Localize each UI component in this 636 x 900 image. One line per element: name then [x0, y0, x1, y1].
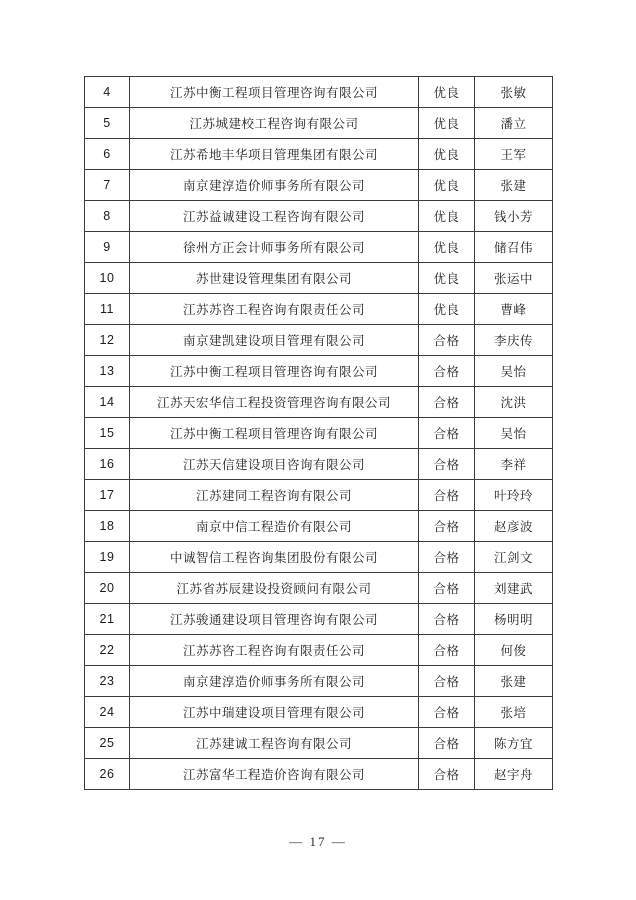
page-number: — 17 —	[289, 834, 347, 849]
person-name-cell: 江剑文	[475, 542, 553, 573]
table-row	[85, 449, 553, 480]
person-name-cell: 李祥	[475, 449, 553, 480]
rating-cell: 合格	[419, 697, 475, 728]
rating-cell: 合格	[419, 325, 475, 356]
person-name-cell: 刘建武	[475, 573, 553, 604]
rating-cell: 优良	[419, 77, 475, 108]
person-name-cell: 何俊	[475, 635, 553, 666]
rating-cell: 优良	[419, 232, 475, 263]
row-number-cell: 8	[85, 201, 130, 232]
table-row	[85, 635, 553, 666]
company-name-cell: 江苏希地丰华项目管理集团有限公司	[130, 139, 419, 170]
company-name-cell: 徐州方正会计师事务所有限公司	[130, 232, 419, 263]
rating-cell: 合格	[419, 356, 475, 387]
person-name-cell: 叶玲玲	[475, 480, 553, 511]
person-name-cell: 张建	[475, 170, 553, 201]
table-row	[85, 480, 553, 511]
rating-cell: 合格	[419, 449, 475, 480]
person-name-cell: 吴怡	[475, 418, 553, 449]
table-row	[85, 325, 553, 356]
table-row	[85, 387, 553, 418]
person-name-cell: 赵宇舟	[475, 759, 553, 790]
row-number-cell: 13	[85, 356, 130, 387]
table-row	[85, 139, 553, 170]
row-number-cell: 20	[85, 573, 130, 604]
company-name-cell: 江苏中衡工程项目管理咨询有限公司	[130, 77, 419, 108]
person-name-cell: 张运中	[475, 263, 553, 294]
table-row	[85, 77, 553, 108]
rating-cell: 合格	[419, 542, 475, 573]
row-number-cell: 21	[85, 604, 130, 635]
company-name-cell: 江苏中衡工程项目管理咨询有限公司	[130, 418, 419, 449]
row-number-cell: 4	[85, 77, 130, 108]
rating-cell: 合格	[419, 728, 475, 759]
rating-cell: 优良	[419, 170, 475, 201]
table-row	[85, 759, 553, 790]
company-name-cell: 江苏骏通建设项目管理咨询有限公司	[130, 604, 419, 635]
company-name-cell: 江苏苏咨工程咨询有限责任公司	[130, 635, 419, 666]
evaluation-table	[84, 76, 553, 790]
company-name-cell: 江苏富华工程造价咨询有限公司	[130, 759, 419, 790]
table-row	[85, 108, 553, 139]
row-number-cell: 19	[85, 542, 130, 573]
row-number-cell: 5	[85, 108, 130, 139]
person-name-cell: 吴怡	[475, 356, 553, 387]
person-name-cell: 潘立	[475, 108, 553, 139]
row-number-cell: 22	[85, 635, 130, 666]
evaluation-table-body	[85, 77, 553, 790]
company-name-cell: 江苏天宏华信工程投资管理咨询有限公司	[130, 387, 419, 418]
person-name-cell: 李庆传	[475, 325, 553, 356]
company-name-cell: 江苏益诚建设工程咨询有限公司	[130, 201, 419, 232]
company-name-cell: 江苏建诚工程咨询有限公司	[130, 728, 419, 759]
person-name-cell: 张建	[475, 666, 553, 697]
rating-cell: 优良	[419, 139, 475, 170]
company-name-cell: 江苏城建校工程咨询有限公司	[130, 108, 419, 139]
person-name-cell: 杨明明	[475, 604, 553, 635]
row-number-cell: 18	[85, 511, 130, 542]
row-number-cell: 11	[85, 294, 130, 325]
person-name-cell: 赵彦波	[475, 511, 553, 542]
person-name-cell: 沈洪	[475, 387, 553, 418]
row-number-cell: 26	[85, 759, 130, 790]
rating-cell: 合格	[419, 480, 475, 511]
company-name-cell: 苏世建设管理集团有限公司	[130, 263, 419, 294]
row-number-cell: 10	[85, 263, 130, 294]
person-name-cell: 钱小芳	[475, 201, 553, 232]
company-name-cell: 南京建淳造价师事务所有限公司	[130, 666, 419, 697]
company-name-cell: 江苏中瑞建设项目管理有限公司	[130, 697, 419, 728]
table-row	[85, 728, 553, 759]
person-name-cell: 张敏	[475, 77, 553, 108]
row-number-cell: 12	[85, 325, 130, 356]
rating-cell: 合格	[419, 511, 475, 542]
rating-cell: 合格	[419, 759, 475, 790]
row-number-cell: 15	[85, 418, 130, 449]
company-name-cell: 江苏天信建设项目咨询有限公司	[130, 449, 419, 480]
table-row	[85, 604, 553, 635]
table-row	[85, 573, 553, 604]
table-row	[85, 666, 553, 697]
rating-cell: 优良	[419, 294, 475, 325]
person-name-cell: 储召伟	[475, 232, 553, 263]
person-name-cell: 王军	[475, 139, 553, 170]
table-row	[85, 294, 553, 325]
row-number-cell: 25	[85, 728, 130, 759]
row-number-cell: 24	[85, 697, 130, 728]
rating-cell: 优良	[419, 263, 475, 294]
rating-cell: 优良	[419, 108, 475, 139]
row-number-cell: 17	[85, 480, 130, 511]
table-row	[85, 356, 553, 387]
person-name-cell: 曹峰	[475, 294, 553, 325]
rating-cell: 优良	[419, 201, 475, 232]
company-name-cell: 南京中信工程造价有限公司	[130, 511, 419, 542]
person-name-cell: 陈方宜	[475, 728, 553, 759]
table-row	[85, 170, 553, 201]
company-name-cell: 中诚智信工程咨询集团股份有限公司	[130, 542, 419, 573]
company-name-cell: 江苏苏咨工程咨询有限责任公司	[130, 294, 419, 325]
rating-cell: 合格	[419, 666, 475, 697]
table-row	[85, 697, 553, 728]
table-row	[85, 201, 553, 232]
company-name-cell: 南京建凯建设项目管理有限公司	[130, 325, 419, 356]
person-name-cell: 张培	[475, 697, 553, 728]
table-row	[85, 511, 553, 542]
company-name-cell: 南京建淳造价师事务所有限公司	[130, 170, 419, 201]
table-row	[85, 263, 553, 294]
company-name-cell: 江苏建同工程咨询有限公司	[130, 480, 419, 511]
rating-cell: 合格	[419, 387, 475, 418]
rating-cell: 合格	[419, 635, 475, 666]
table-row	[85, 232, 553, 263]
table-row	[85, 418, 553, 449]
rating-cell: 合格	[419, 573, 475, 604]
company-name-cell: 江苏省苏辰建设投资顾问有限公司	[130, 573, 419, 604]
row-number-cell: 23	[85, 666, 130, 697]
company-name-cell: 江苏中衡工程项目管理咨询有限公司	[130, 356, 419, 387]
rating-cell: 合格	[419, 418, 475, 449]
row-number-cell: 9	[85, 232, 130, 263]
row-number-cell: 16	[85, 449, 130, 480]
row-number-cell: 7	[85, 170, 130, 201]
table-row	[85, 542, 553, 573]
row-number-cell: 6	[85, 139, 130, 170]
rating-cell: 合格	[419, 604, 475, 635]
row-number-cell: 14	[85, 387, 130, 418]
